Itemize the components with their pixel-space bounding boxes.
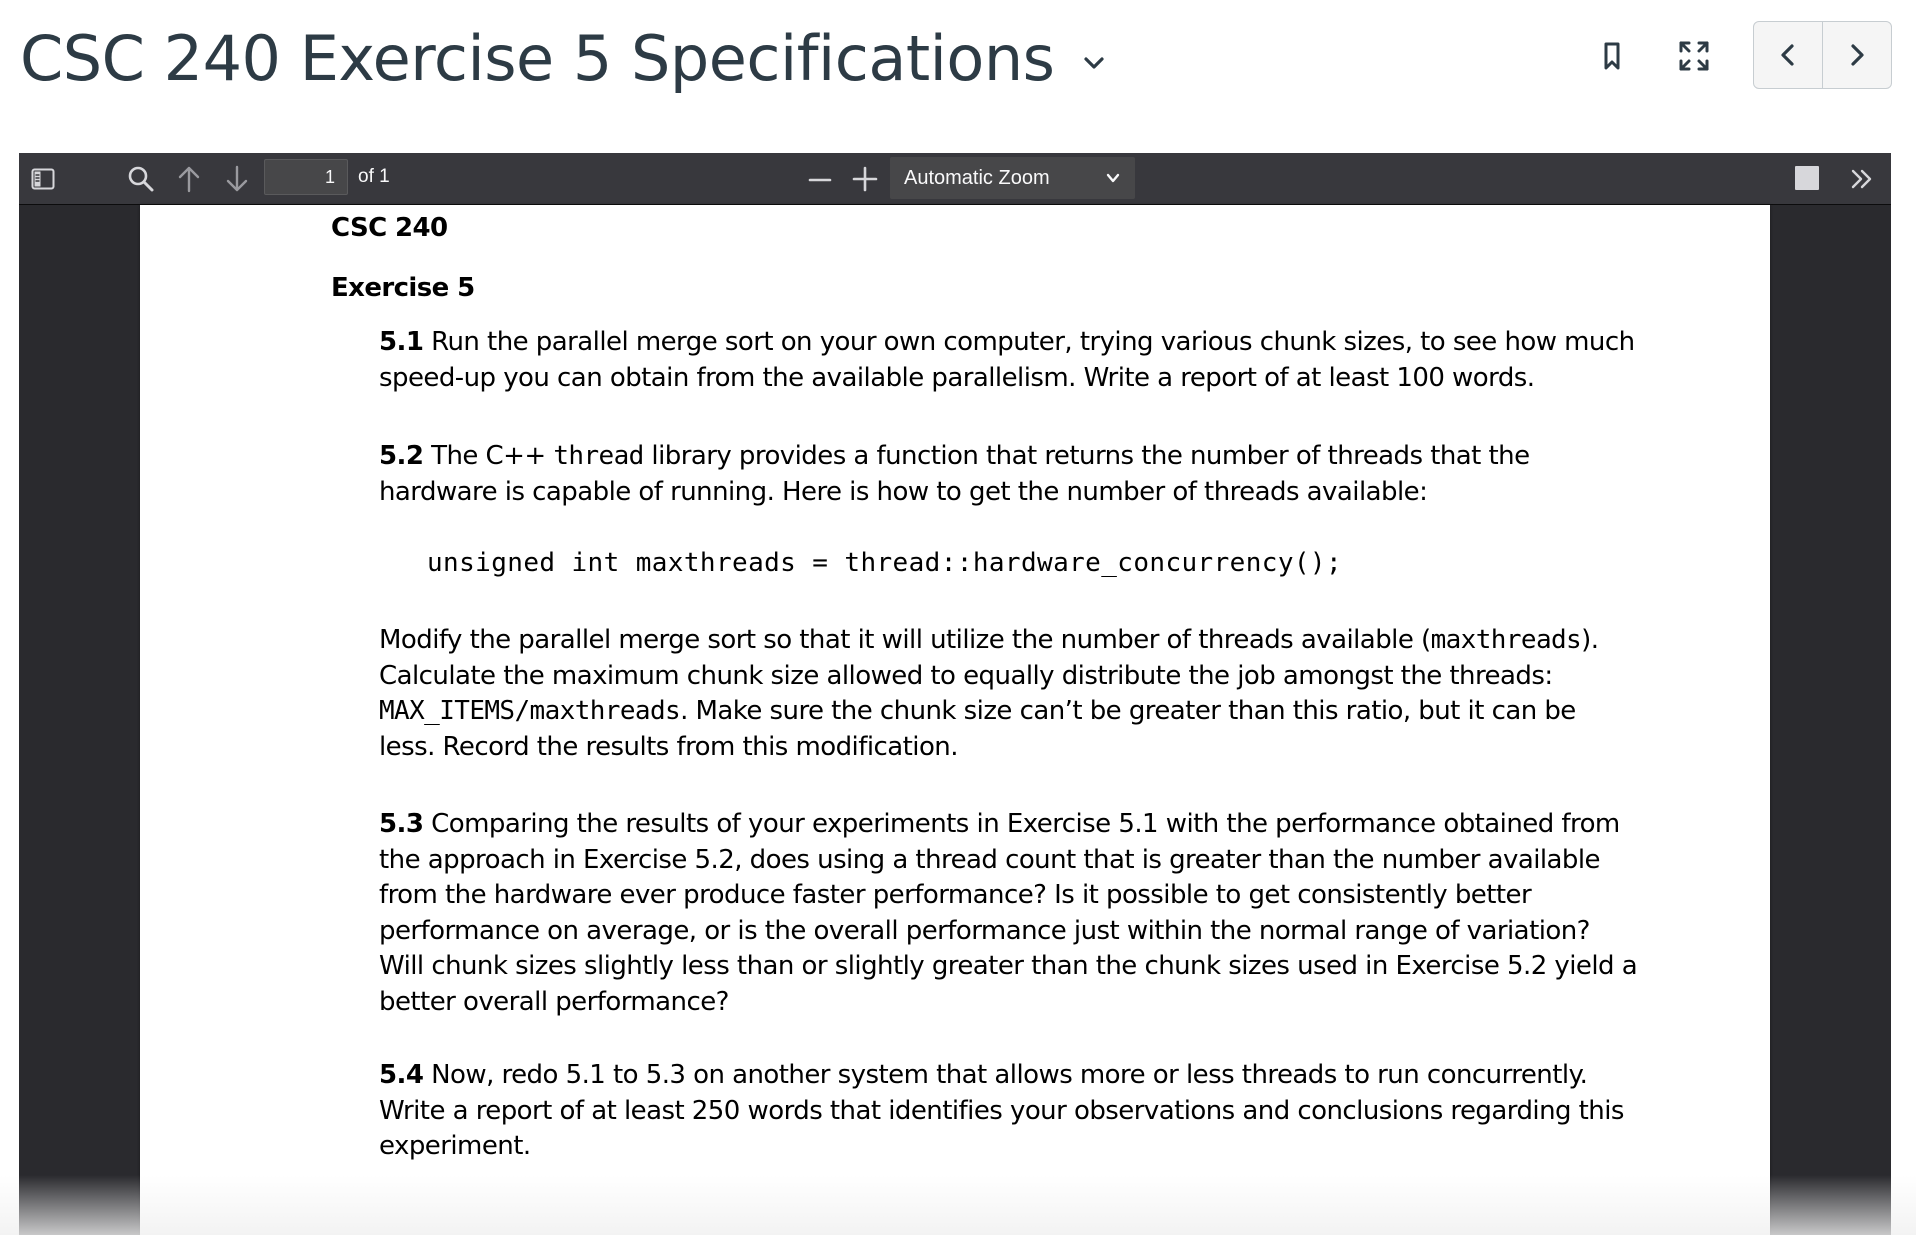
expand-icon (1678, 40, 1710, 72)
section-number: 5.2 (379, 441, 424, 471)
paragraph-5-2 (379, 439, 1749, 510)
inline-code: thread (553, 441, 644, 471)
paragraph-text: Now, redo 5.1 to 5.3 on another system that allows more or less threads to run concurrently. Write a report of at least 250 words that identifies your observations and conclusions regarding this experiment. (379, 1060, 1624, 1161)
pdf-page (140, 205, 1770, 1235)
paragraph-5-3 (379, 807, 1749, 1020)
chevron-right-icon (1847, 43, 1867, 67)
presentation-mode-button[interactable] (1795, 166, 1819, 190)
paragraph-5-4 (379, 1058, 1749, 1165)
zoom-select[interactable] (890, 157, 1135, 199)
zoom-value: Automatic Zoom (904, 166, 1050, 189)
paragraph-text: . Make sure the chunk size can’t be greater than this ratio, but it can be less. Record the results from this modification. (379, 696, 1576, 762)
bookmark-button[interactable] (1594, 38, 1630, 74)
exercise-heading: Exercise 5 (331, 273, 475, 303)
sidebar-toggle-icon (31, 168, 55, 190)
page-number-input[interactable]: 1 (264, 159, 348, 195)
paragraph-text: Comparing the results of your experiments in Exercise 5.1 with the performance obtained from the approach in Exercise 5.2, does using a thread count that is greater than the number available from the hardware ever produce faster performance? Is it possible to get consistently better performance on average, or is the overall performance just within the normal range of variation? Will chunk sizes slightly less than or slightly greater than the chunk sizes used in Exercise 5.2 yield a better overall performance? (379, 809, 1638, 1017)
paragraph-text: ). Calculate the maximum chunk size allowed to equally distribute the job amongst the threads: (379, 625, 1599, 691)
paragraph-text: Modify the parallel merge sort so that it will utilize the number of threads available ( (379, 625, 1431, 655)
zoom-out-button[interactable] (806, 165, 834, 193)
item-navigation (1753, 21, 1892, 89)
bookmark-icon (1602, 41, 1622, 71)
minus-icon (808, 167, 832, 191)
code-snippet: unsigned int maxthreads = thread::hardware_concurrency(); (427, 548, 1343, 578)
paragraph-modify (379, 623, 1749, 765)
arrow-down-icon (225, 165, 249, 193)
section-number: 5.4 (379, 1060, 424, 1090)
page-header (0, 0, 1916, 150)
page-title: CSC 240 Exercise 5 Specifications (20, 22, 1055, 95)
previous-button[interactable] (1754, 22, 1822, 88)
chevron-down-icon (1080, 49, 1108, 77)
paragraph-5-1 (379, 325, 1749, 396)
next-page-button[interactable] (222, 163, 252, 195)
arrow-up-icon (177, 165, 201, 193)
pdf-viewer (19, 153, 1891, 1235)
zoom-in-button[interactable] (851, 165, 879, 193)
tools-menu-button[interactable] (1848, 165, 1876, 193)
chevron-left-icon (1778, 43, 1798, 67)
chevron-down-icon (1105, 171, 1121, 185)
fullscreen-button[interactable] (1676, 38, 1712, 74)
inline-code: MAX_ITEMS/maxthreads (379, 696, 681, 726)
sidebar-toggle-button[interactable] (29, 165, 57, 193)
next-button[interactable] (1822, 22, 1891, 88)
section-number: 5.1 (379, 327, 424, 357)
course-heading: CSC 240 (331, 213, 448, 243)
pdf-toolbar (19, 153, 1891, 205)
paragraph-text: The C++ (423, 441, 554, 471)
paragraph-text: library provides a function that returns the number of threads that the hardware is capable of running. Here is how to get the number of threads available: (379, 441, 1530, 507)
title-dropdown[interactable] (20, 22, 1108, 95)
find-button[interactable] (125, 163, 157, 195)
page-count: of 1 (358, 166, 390, 187)
previous-page-button[interactable] (174, 163, 204, 195)
search-icon (127, 165, 155, 193)
double-chevron-right-icon (1849, 167, 1875, 191)
plus-icon (852, 166, 878, 192)
paragraph-text: Run the parallel merge sort on your own computer, trying various chunk sizes, to see how much speed-up you can obtain from the available parallelism. Write a report of at least 100 words. (379, 327, 1635, 393)
inline-code: maxthreads (1430, 625, 1582, 655)
section-number: 5.3 (379, 809, 424, 839)
